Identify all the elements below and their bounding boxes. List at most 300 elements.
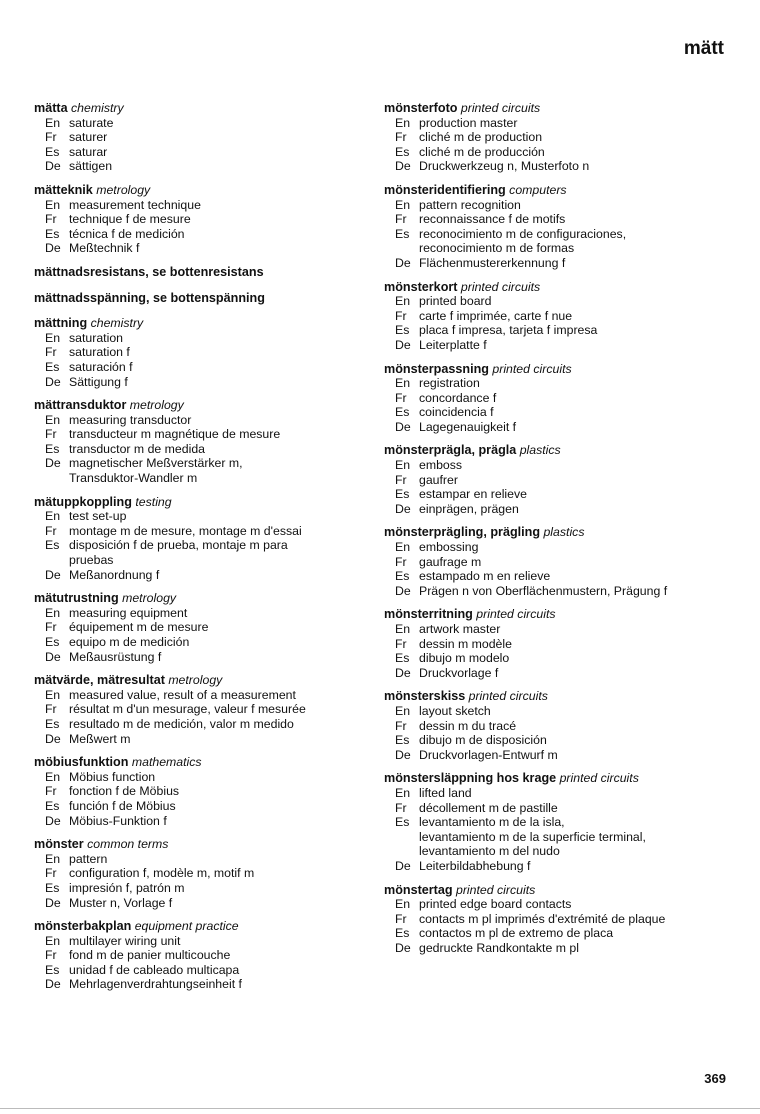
language-code: De (45, 731, 61, 746)
translation-text: gaufrage m (419, 554, 482, 569)
translation-text: coincidencia f (419, 405, 494, 420)
headword: mönsterpassning (384, 361, 489, 376)
language-code: De (45, 159, 61, 174)
translation-text: saturación f (69, 359, 133, 374)
language-code: Es (395, 733, 410, 748)
subject-domain: mathematics (131, 755, 202, 770)
translation-line (34, 227, 374, 242)
language-code: Fr (45, 620, 57, 635)
translation-text: saturar (69, 144, 108, 159)
entry-headline (384, 183, 729, 198)
translation-text: measuring transductor (69, 412, 192, 427)
translation-line (34, 568, 374, 583)
translation-line (384, 637, 729, 652)
translation-line (34, 606, 374, 621)
subject-domain: printed circuits (559, 771, 639, 786)
translation-line (34, 635, 374, 650)
translation-line (384, 540, 729, 555)
translation-line (34, 145, 374, 160)
language-code: Es (395, 144, 410, 159)
language-code: Fr (45, 345, 57, 360)
dictionary-entry (384, 525, 729, 598)
headword: möbiusfunktion (34, 755, 129, 770)
dictionary-entry (384, 101, 729, 174)
translation-text: reconnaissance f de motifs (419, 212, 566, 227)
headword: mätteknik (34, 182, 93, 197)
translation-line (384, 748, 729, 763)
translation-text: sättigen (69, 159, 113, 174)
language-code: De (45, 241, 61, 256)
page-number: 369 (704, 1071, 726, 1086)
language-code: En (395, 703, 411, 718)
language-code: En (45, 933, 61, 948)
translation-line (384, 569, 729, 584)
subject-domain: chemistry (71, 101, 124, 115)
translation-line (384, 212, 729, 227)
translation-text: dibujo m de disposición (419, 733, 547, 748)
translation-line (34, 732, 374, 747)
translation-text: montage m de mesure, montage m d'essai (69, 523, 302, 538)
translation-text: einprägen, prägen (419, 501, 519, 516)
translation-text: función f de Möbius (69, 798, 176, 813)
translation-line (34, 770, 374, 785)
left-column (34, 101, 374, 1001)
language-code: Fr (45, 523, 57, 538)
translation-text: technique f de mesure (69, 212, 191, 227)
entry-headline (34, 265, 374, 280)
dictionary-entry (34, 265, 374, 280)
language-code: Es (45, 226, 60, 241)
language-code: Fr (395, 718, 407, 733)
translation-text: Meßanordnung f (69, 567, 160, 582)
translation-line (384, 815, 729, 830)
translation-text: lifted land (419, 785, 472, 800)
translation-text: Prägen n von Oberflächenmustern, Prägung f (419, 583, 668, 598)
language-code: De (45, 374, 61, 389)
translation-text: measuring equipment (69, 605, 188, 620)
translation-text: emboss (419, 458, 463, 473)
translation-text: Transduktor-Wandler m (69, 471, 198, 486)
subject-domain: metrology (129, 398, 184, 413)
translation-line (384, 941, 729, 956)
translation-text: levantamiento m de la isla, (419, 815, 565, 830)
translation-text: artwork master (419, 622, 501, 636)
translation-line (384, 294, 729, 309)
language-code: Fr (45, 212, 57, 227)
dictionary-entry (34, 837, 374, 910)
language-code: Fr (395, 636, 407, 651)
language-code: De (45, 895, 61, 910)
translation-text: estampado m en relieve (419, 569, 551, 584)
headword: mätvärde, mätresultat (34, 673, 165, 688)
headword: mätuppkoppling (34, 494, 132, 509)
dictionary-entry (34, 398, 374, 486)
translation-text: Meßausrüstung f (69, 649, 162, 664)
translation-line (34, 934, 374, 949)
headword: mönsterritning (384, 607, 473, 622)
language-code: De (395, 940, 411, 955)
headword: mönsterprägling, prägling (384, 525, 541, 540)
language-code: Es (395, 226, 410, 241)
translation-text: Muster n, Vorlage f (69, 895, 173, 910)
translation-line (34, 866, 374, 881)
language-code: En (45, 330, 61, 345)
language-code: Es (395, 926, 410, 941)
translation-text: gaufrer (419, 472, 458, 487)
translation-line (384, 830, 729, 845)
headword: mönstertag (384, 882, 453, 897)
language-code: De (45, 567, 61, 582)
translation-text: pattern (69, 851, 108, 866)
entry-headline (34, 837, 374, 852)
subject-domain: printed circuits (460, 279, 541, 294)
translation-line (384, 859, 729, 874)
translation-line (34, 814, 374, 829)
subject-domain: printed circuits (460, 101, 541, 115)
translation-text: placa f impresa, tarjeta f impresa (419, 323, 598, 338)
translation-line (34, 116, 374, 131)
translation-text: contacts m pl imprimés d'extrémité de plaque (419, 911, 666, 926)
translation-line (384, 926, 729, 941)
language-code: En (45, 687, 61, 702)
language-code: Fr (395, 911, 407, 926)
language-code: En (395, 115, 411, 130)
headword: mättnadsresistans, se bottenresistans (34, 264, 264, 279)
entry-headline (384, 101, 729, 116)
subject-domain: printed circuits (476, 607, 556, 622)
translation-text: reconocimiento m de formas (419, 241, 575, 256)
translation-line (34, 360, 374, 375)
translation-line (384, 198, 729, 213)
language-code: En (45, 605, 61, 620)
translation-line (384, 376, 729, 391)
language-code: Fr (395, 472, 407, 487)
translation-text: Meßtechnik f (69, 241, 140, 256)
translation-line (34, 896, 374, 911)
translation-text: reconocimiento m de configuraciones, (419, 226, 627, 241)
language-code: Es (395, 323, 410, 338)
translation-text: printed board (419, 294, 492, 309)
translation-line (384, 420, 729, 435)
language-code: Es (45, 144, 60, 159)
translation-text: saturate (69, 115, 114, 130)
translation-text: registration (419, 376, 480, 391)
subject-domain: common terms (87, 837, 169, 852)
translation-line (34, 799, 374, 814)
dictionary-entry (34, 591, 374, 664)
language-code: Fr (45, 130, 57, 145)
subject-domain: plastics (543, 525, 585, 540)
dictionary-entry (34, 495, 374, 583)
entry-headline (384, 883, 729, 898)
translation-line (384, 145, 729, 160)
language-code: De (45, 456, 61, 471)
entry-headline (34, 316, 374, 331)
language-code: Es (395, 487, 410, 502)
language-code: De (395, 159, 411, 174)
language-code: Fr (395, 800, 407, 815)
language-code: En (395, 785, 411, 800)
translation-line (34, 442, 374, 457)
translation-text: équipement m de mesure (69, 620, 209, 635)
language-code: Fr (395, 390, 407, 405)
translation-line (34, 538, 374, 553)
translation-line (34, 413, 374, 428)
language-code: De (395, 419, 411, 434)
translation-text: Leiterbildabhebung f (419, 858, 531, 873)
translation-text: magnetischer Meßverstärker m, (69, 456, 243, 471)
translation-text: fond m de panier multicouche (69, 948, 231, 963)
translation-text: pattern recognition (419, 197, 521, 212)
translation-line (384, 391, 729, 406)
entry-headline (34, 291, 374, 306)
subject-domain: plastics (519, 443, 561, 458)
translation-text: Sättigung f (69, 374, 128, 389)
subject-domain: printed circuits (468, 689, 548, 704)
language-code: Fr (45, 866, 57, 881)
language-code: De (395, 583, 411, 598)
translation-text: measurement technique (69, 197, 201, 212)
headword: mönsterfoto (384, 101, 458, 115)
translation-line (384, 555, 729, 570)
translation-text: layout sketch (419, 703, 491, 718)
language-code: De (45, 977, 61, 992)
headword: mönsterkort (384, 279, 458, 294)
headword: mönsterprägla, prägla (384, 443, 517, 458)
language-code: De (45, 649, 61, 664)
right-column (384, 101, 729, 964)
language-code: Fr (45, 702, 57, 717)
language-code: En (395, 540, 411, 555)
translation-text: embossing (419, 540, 479, 555)
dictionary-entry (34, 101, 374, 174)
bottom-rule (0, 1108, 760, 1109)
translation-text: fonction f de Möbius (69, 784, 180, 799)
translation-text: measured value, result of a measurement (69, 687, 296, 702)
entry-headline (34, 398, 374, 413)
language-code: En (395, 376, 411, 391)
translation-text: résultat m d'un mesurage, valeur f mesurée (69, 702, 306, 717)
translation-text: Möbius-Funktion f (69, 813, 167, 828)
dictionary-entry (34, 316, 374, 389)
dictionary-entry (34, 673, 374, 746)
headword: mönsterbakplan (34, 919, 132, 934)
language-code: En (45, 509, 61, 524)
headword: mönsteridentifiering (384, 182, 506, 197)
language-code: En (395, 897, 411, 912)
language-code: Es (395, 815, 410, 830)
entry-headline (384, 525, 729, 540)
language-code: De (395, 337, 411, 352)
subject-domain: printed circuits (456, 882, 536, 897)
page-header-title: mätt (683, 38, 724, 59)
translation-line (384, 844, 729, 859)
translation-text: Druckwerkzeug n, Musterfoto n (419, 159, 590, 174)
translation-line (34, 948, 374, 963)
translation-line (384, 719, 729, 734)
translation-line (384, 912, 729, 927)
language-code: En (395, 197, 411, 212)
translation-text: equipo m de medición (69, 635, 190, 649)
language-code: En (45, 851, 61, 866)
dictionary-entry (34, 919, 374, 992)
translation-line (34, 159, 374, 174)
translation-line (384, 227, 729, 242)
language-code: Es (45, 441, 60, 456)
translation-line (34, 688, 374, 703)
translation-line (384, 733, 729, 748)
translation-line (384, 622, 729, 637)
translation-line (384, 801, 729, 816)
translation-line (34, 881, 374, 896)
translation-line (34, 650, 374, 665)
translation-text: Druckvorlagen-Entwurf m (419, 747, 558, 762)
translation-text: Mehrlagenverdrahtungseinheit f (69, 977, 242, 992)
dictionary-entry (34, 755, 374, 828)
language-code: En (395, 622, 411, 636)
language-code: De (395, 501, 411, 516)
language-code: De (395, 255, 411, 270)
headword: mönster (34, 837, 84, 852)
dictionary-entry (384, 689, 729, 762)
dictionary-entry (384, 362, 729, 435)
subject-domain: testing (135, 494, 172, 509)
translation-line (34, 375, 374, 390)
translation-text: Druckvorlage f (419, 665, 499, 680)
dictionary-entry (384, 771, 729, 873)
translation-line (384, 651, 729, 666)
translation-line (384, 704, 729, 719)
language-code: De (395, 747, 411, 762)
subject-domain: metrology (122, 591, 177, 606)
language-code: Es (45, 635, 60, 649)
subject-domain: chemistry (90, 316, 144, 331)
translation-text: Leiterplatte f (419, 337, 487, 352)
language-code: De (395, 858, 411, 873)
subject-domain: printed circuits (492, 361, 572, 376)
language-code: De (45, 813, 61, 828)
translation-line (34, 702, 374, 717)
entry-headline (384, 689, 729, 704)
translation-text: resultado m de medición, valor m medido (69, 716, 294, 731)
translation-line (384, 241, 729, 256)
dictionary-entry (384, 883, 729, 956)
language-code: En (45, 769, 61, 784)
dictionary-entry (384, 183, 729, 271)
translation-text: saturer (69, 130, 108, 145)
translation-line (384, 897, 729, 912)
translation-text: unidad f de cableado multicapa (69, 962, 240, 977)
translation-line (34, 198, 374, 213)
translation-line (384, 502, 729, 517)
translation-text: Flächenmustererkennung f (419, 255, 566, 270)
headword: mönsterskiss (384, 689, 466, 704)
translation-line (34, 620, 374, 635)
translation-text: pruebas (69, 553, 114, 568)
translation-text: concordance f (419, 390, 497, 405)
translation-line (34, 524, 374, 539)
headword: mättnadsspänning, se bottenspänning (34, 290, 265, 305)
language-code: Es (45, 880, 60, 895)
translation-text: contactos m pl de extremo de placa (419, 926, 614, 941)
entry-headline (384, 607, 729, 622)
translation-line (34, 784, 374, 799)
translation-line (34, 509, 374, 524)
translation-line (34, 963, 374, 978)
language-code: Es (395, 569, 410, 584)
translation-line (384, 309, 729, 324)
translation-text: saturation f (69, 345, 130, 360)
language-code: Es (45, 538, 60, 553)
translation-line (384, 487, 729, 502)
translation-text: estampar en relieve (419, 487, 527, 502)
translation-line (384, 584, 729, 599)
language-code: En (45, 412, 61, 427)
translation-line (34, 553, 374, 568)
entry-headline (384, 443, 729, 458)
dictionary-entry (384, 443, 729, 516)
entry-headline (34, 183, 374, 198)
language-code: En (395, 458, 411, 473)
translation-text: disposición f de prueba, montaje m para (69, 538, 288, 553)
entry-headline (34, 495, 374, 510)
translation-text: configuration f, modèle m, motif m (69, 866, 255, 881)
translation-line (34, 212, 374, 227)
translation-line (384, 323, 729, 338)
translation-line (384, 130, 729, 145)
translation-text: dibujo m modelo (419, 651, 510, 666)
translation-text: cliché m de production (419, 130, 543, 145)
dictionary-entry (384, 280, 729, 353)
entry-headline (34, 755, 374, 770)
translation-text: saturation (69, 330, 124, 345)
language-code: Fr (395, 212, 407, 227)
headword: mättransduktor (34, 398, 127, 413)
translation-line (34, 852, 374, 867)
translation-line (384, 116, 729, 131)
language-code: Es (45, 798, 60, 813)
translation-text: cliché m de producción (419, 144, 545, 159)
translation-line (384, 338, 729, 353)
entry-headline (34, 591, 374, 606)
translation-text: test set-up (69, 509, 127, 524)
headword: mätta (34, 101, 68, 115)
translation-text: carte f imprimée, carte f nue (419, 308, 573, 323)
language-code: Es (45, 962, 60, 977)
language-code: Fr (395, 308, 407, 323)
translation-line (384, 786, 729, 801)
translation-text: impresión f, patrón m (69, 880, 185, 895)
translation-text: Lagegenauigkeit f (419, 419, 517, 434)
language-code: Es (395, 405, 410, 420)
entry-headline (34, 101, 374, 116)
subject-domain: metrology (168, 673, 223, 688)
entry-headline (384, 771, 729, 786)
translation-text: Meßwert m (69, 731, 131, 746)
subject-domain: equipment practice (134, 919, 239, 934)
subject-domain: metrology (96, 182, 151, 197)
translation-text: dessin m modèle (419, 636, 512, 651)
translation-text: levantamiento m de la superficie terminal, (419, 829, 646, 844)
translation-line (34, 977, 374, 992)
entry-headline (34, 919, 374, 934)
translation-text: gedruckte Randkontakte m pl (419, 940, 579, 955)
entry-headline (384, 362, 729, 377)
headword: mönstersläppning hos krage (384, 771, 557, 786)
language-code: Fr (45, 948, 57, 963)
language-code: En (45, 115, 61, 130)
translation-text: técnica f de medición (69, 226, 185, 241)
